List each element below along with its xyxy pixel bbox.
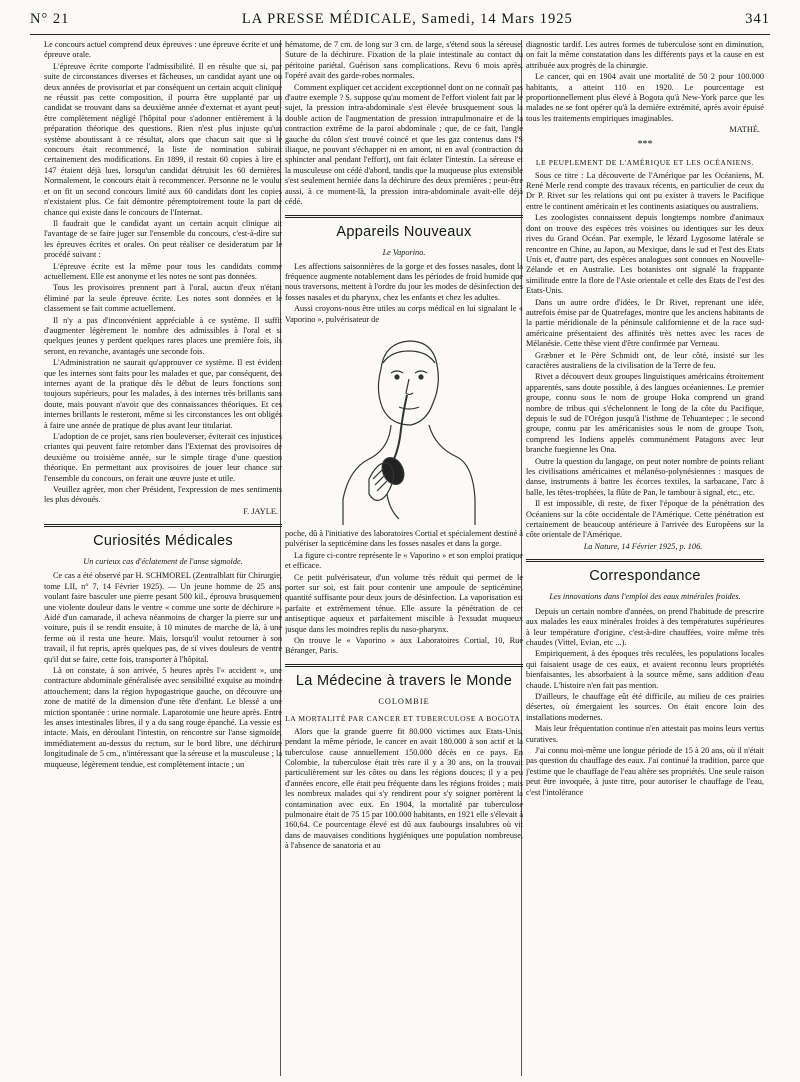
section-title: Curiosités Médicales <box>93 533 233 550</box>
column-2 <box>285 40 523 1076</box>
section-title: La Médecine à travers le Monde <box>295 672 513 689</box>
paragraph: L'épreuve écrite comporte l'admissibilité. Il en résulte que si, par suite de circonstances diverses et fâcheuses, un candidat ayant une ou deux années de provisoriat et par conséquent un certain acquit clinique ne réussit pas cette composition, il pourra être supplanté par un candidat se trouvant dans sa deuxième année d'externat et ayant peut-être complètement négligé l'hôpital pour s'adonner entièrement à la préparation théorique des questions. Rien n'est plus injuste qu'un système aboutissant à ce résultat, alors que chacun sait que si le concours était recommencé, la liste de nomination subirait certainement des modifications. En 1899, il restait 60 copies à lire et 147 étaient déjà lues, lorsqu'un candidat détruisit les 60 dernières. Normalement, le concours était à recommencer. Personne ne le voulut et on fit un second concours limité aux 60 candidats dont les copies n'existaient plus. Ce fait démontre péremptoirement toute la part de chance qui existe dans le concours de l'Internat. <box>44 61 282 217</box>
section-divider <box>285 664 523 667</box>
paragraph: poche, dû à l'initiative des laboratoires Cortial et spécialement destiné à pulvériser la septicémine dans les fosses nasales et dans la gorge. <box>285 528 523 549</box>
signature: MATHÉ. <box>729 125 760 135</box>
paragraph: Mais leur fréquentation continue n'en attestait pas moins leurs vertus curatives. <box>526 724 764 744</box>
paragraph: Alors que la grande guerre fit 80.000 victimes aux Etats-Unis, pendant la même période, le cancer en avait 180.000 à son actif et la tuberculose cause annuellement 150.000 décès en ce pays. En Colombie, la tuberculose était très rare il y a 30 ans, on la trouvait particulièrement sur les côtes ou dans les régions douces; il y a peu d'années encore, elle était peu fréquente dans les régions froides ; mais les nombreux malades qui s'y rendirent pour s'y soigner portèrent la contamination avec eux. En 1904, la mortalité par tuberculose pulmonaire était de 75 15 par 100.000 habitants, en 1921 elle s'élevait à 160,64. Ce pourcentage élevé est dû aux faubourgs insalubres où vit dans de mauvaises conditions hygiéniques une population nombreuse, à l'absence de sanatoria et au <box>285 726 523 851</box>
issue-number: N° 21 <box>30 10 70 27</box>
paragraph: Là on constate, à son arrivée, 5 heures après l'« accident », une contracture abdominale généralisée avec sensibilité exquise au moindre attouchement; dans la région hypogastrique gauche, on découvre une zone de matité de la dimension d'une tête d'enfant. Le blessé a une miction spontanée : urine normale. Laparotomie une heure après. Entre les anses intestinales libres, il y a du sang rouge épanché. La vessie est intacte. Mais, en déroulant l'intestin, on rencontre sur l'anse sigmoïde, immédiatement au-dessus du rectum, sur le bord libre, une déchirure longitudinale de 5 cm., n'intéressant que la séreuse et la musculeuse ; la muqueuse, légèrement tendue, est complètement intacte ; un <box>44 665 282 769</box>
journal-title: LA PRESSE MÉDICALE, Samedi, 14 Mars 1925 <box>241 10 573 27</box>
paragraph: Veuillez agréer, mon cher Président, l'expression de mes sentiments les plus dévoués. <box>44 485 282 505</box>
paragraph: Depuis un certain nombre d'années, on prend l'habitude de prescrire aux malades les eaux minérales froides à des températures supérieures à leur température d'origine, c'est-à-dire chauffées, voire même très chaudes (Vittel, Evian, etc ...). <box>526 606 764 647</box>
paragraph: Aussi croyons-nous être utiles au corps médical en lui signalant le « Vaporino », pulvérisateur de <box>285 304 523 324</box>
page-number: 341 <box>745 10 770 27</box>
header-rule <box>30 34 770 35</box>
paragraph: J'ai connu moi-même une longue période de 15 à 20 ans, où il n'était pas question du chauffage des eaux. J'ai continué la tradition, parce que j'estime que le chauffage de l'eau altère ses propriétés. Une seule raison peut être invoquée, à juste titre, pour autoriser le chauffage de l'eau, c'est l'intolérance <box>526 745 764 797</box>
section-title: Appareils Nouveaux <box>336 223 472 240</box>
page-header <box>30 4 770 34</box>
paragraph: Il faudrait que le candidat ayant un certain acquit clinique ait l'avantage de se faire juger sur l'ensemble du concours, c'est-à-dire sur les épreuves écrites et orales. On peut réaliser ce desideratum par le procédé suivant : <box>44 218 282 260</box>
paragraph: Empiriquement, à des époques très reculées, les populations locales qui faisaient usage de ces eaux, et avaient reconnu leurs propriétés bienfaisantes, les absorbaient à la source même, sans addition d'eau chaude. L'histoire n'en fait pas mention. <box>526 649 764 690</box>
section-title: Correspondance <box>589 568 701 585</box>
paragraph: hématome, de 7 cm. de long sur 3 cm. de large, s'étend sous la séreuse. Suture de la déchirure. Fixation de la plaie intestinale au contact du péritoine pariétal. Guérison sans complications. Revu 6 mois après, l'opéré avait des garde-robes normales. <box>285 40 523 81</box>
paragraph: L'Administration ne saurait qu'approuver ce système. Il est évident que les internes sont faits pour les malades et que, par conséquent, des internes ayant de la pratique dès le début de leurs fonctions sont toujours supérieurs, pour les malades, à des internes très brillants sans doute, mais pouvant n'avoir que des connaissances théoriques. Et ces internes brillants le resteront, même si les circonstances les ont obligés à faire une année de pratique de plus avant leur titulariat. <box>44 358 282 430</box>
paragraph: Il est impossible, di reste, de fixer l'époque de la pénétration des Océaniens sur la côte occidentale de l'Amérique. Cette pénétration est certainement de beaucoup antérieure à l'arrivée des Européens sur la côte orientale de l'Amérique. <box>526 499 764 540</box>
paragraph: Tous les provisoires prennent part à l'oral, aucun d'eux n'étant éliminé par la seule épreuve écrite. Les notes sont données et le classement se fait comme actuellement. <box>44 283 282 314</box>
paragraph: Sous ce titre : La découverte de l'Amérique par les Océaniens, M. René Merle rend compte des travaux récents, en particulier de ceux du Dr P. Rivet sur les relations qui ont pu exister à travers le Pacifique entre le continent américain et les continents asiatiques ou australiens. <box>526 170 764 211</box>
column-1 <box>44 40 282 1076</box>
source-citation: La Nature, 14 Février 1925, p. 106. <box>583 541 703 551</box>
paragraph: diagnostic tardif. Les autres formes de tuberculose sont en diminution, on fait la même constatation dans les différents pays et la cause en est attribuée aux progrès de la chirurgie. <box>526 40 764 70</box>
column-3 <box>526 40 764 1076</box>
paragraph: L'épreuve écrite est la même pour tous les candidats comme actuellement. Elle est anonyme et les notes ne sont pas données. <box>44 261 282 281</box>
paragraph: Le cancer, qui en 1904 avait une mortalité de 50 2 pour 100.000 habitants, a atteint 110 en 1920. Le pourcentage est proportionnellement plus élevé à Bogota qu'à New-York parce que les malades ne se font opérer qu'à la dernière extrémité, après avoir épuisé tous les traitements empiriques imaginables. <box>526 72 764 123</box>
signature: F. JAYLE. <box>243 506 278 516</box>
article-title: Le Vaporino. <box>382 247 426 257</box>
section-divider <box>526 559 764 562</box>
paragraph: Les affections saisonnières de la gorge et des fosses nasales, dont la fréquence augmente notablement dans les périodes de froid humide que nous traversons, mettent à l'ordre du jour les modes de désinfection des fosses nasales et du pharynx, chez les enfants et chez les adultes. <box>285 261 523 302</box>
paragraph: D'ailleurs, le chauffage eût été difficile, au milieu de ces prairies désertes, où émergaient les sources. On était encore loin des installations modernes. <box>526 691 764 722</box>
country-heading: COLOMBIE <box>378 696 430 706</box>
paragraph: On trouve le « Vaporino » aux Laboratoires Cortial, 10, Rue Béranger, Paris. <box>285 636 523 656</box>
paragraph: Le concours actuel comprend deux épreuves : une épreuve écrite et une épreuve orale. <box>44 40 282 60</box>
article-title: LE PEUPLEMENT DE L'AMÉRIQUE ET LES OCÉANIENS. <box>535 157 755 167</box>
paragraph: Les zoologistes connaissent depuis longtemps nombre d'animaux dont on trouve des espèces très voisines ou identiques sur les deux rives du Grand Océan. Par exemple, le lézard Lygosome latérale se rencontre en Chine, au Japon, au Mexique, dans le sud et l'est des Etats Unis et, d'autre part, des espèces analogues sont connues en Nouvelle-Zélande et en Australie. Les botanistes ont signalé la frappante similitude entre la flore de l'Asie orientale et celle des Etats de l'est des Etats-Unis. <box>526 213 764 296</box>
paragraph: Comment expliquer cet accident exceptionnel dont on ne connaît pas d'autre exemple ? S. suppose qu'au moment de l'effort violent fait par le sujet, la pression intra-abdominale s'est élevée brusquement sous la double action de l'augmentation de pression intrapulmonaire et de la contraction extrême de la paroi abdominale ; que, de ce fait, l'angle gauche du côlon s'est trouvé coincé et que les gaz contenus dans l'S iliaque, ne pouvant s'échapper ni en amont, ni en aval (contraction du sphincter anal pendant l'effort), ont fait éclater l'intestin. La séreuse et la musculeuse ont cédé d'abord, tandis que la muqueuse plus extensible s'est seulement herniée dans la déchirure des deux premières ; peut-être aussi, à ce moment-là, la pression intra-abdominale avait-elle déjà cédé. <box>285 82 523 207</box>
paragraph: L'adoption de ce projet, sans rien bouleverser, éviterait ces injustices criantes qui peuvent faire retomber dans l'Externat des provisoires de deuxième ou troisième année, sur le simple tirage d'une question théorique. En permettant aux provisoires de jouer leur chance sur l'ensemble du concours, on ferait une œuvre juste et utile. <box>44 432 282 483</box>
paragraph: Ce petit pulvérisateur, d'un volume très réduit qui permet de le porter sur soi, est fait pour contenir une ampoule de septicémine, quantité suffisante pour deux jours de désinfection. La vaporisation est parfaite et extrêmement ténue. Elle assure la pénétration de cet antiseptique aqueux et parfaitement miscible à l'exsudat muqueux jusque dans les moindres replis du naso-pharynx. <box>285 572 523 634</box>
article-subtitle: Un curieux cas d'éclatement de l'anse sigmoïde. <box>83 557 243 567</box>
paragraph: Ce cas a été observé par H. SCHMOREL (Zentralblatt für Chirurgie, tome LII, n° 7, 14 Février 1925). — Un jeune homme de 25 ans, voulant faire basculer une pierre pesant 500 kil., éprouva brusquement une violente douleur dans le ventre « comme une sorte de déchirure ». Aidé d'un camarade, il acheva néanmoins de charger la pierre sur une voiture, puis il se rendit ensuite, à 10 minutes de marche de là, à une ferme où il resta une heure. Mais, lorsqu'il voulut retourner à son travail, il fut repris, après quelques pas, de si vives douleurs de ventre qu'il dut se faire, cette fois, transporter à l'hôpital. <box>44 571 282 664</box>
article-subtitle: Les innovations dans l'emploi des eaux minérales froides. <box>549 592 741 602</box>
article-title: LA MORTALITÉ PAR CANCER ET TUBERCULOSE A BOGOTA. <box>285 713 523 723</box>
paragraph: Rivet a découvert deux groupes linguistiques américains étroitement apparentés, sans doute possible, à des langues océaniennes. Le premier groupe, connu sous le nom de groupe Hoka comprend un grand nombre de tribus qui s'échelonnent le long de la côte du Pacifique, depuis le sud de l'Orégon jusqu'à l'isthme de Tehuantepec ; le second groupe, connu par les américanistes sous le nom de groupe Tson, comprend les Indiens appelés communément Patagons avec leur branche fuegienne les Ona. <box>526 372 764 455</box>
paragraph: Outre la question du langage, on peut noter nombre de points reliant les civilisations américaines et mélanéso-polynésiennes : masques de danse, instruments à battre les écorces textiles, la sarbacane, l'arc à balle, les têtes-trophées, la flûte de Pan, le tambour à signal, etc., etc. <box>526 456 764 497</box>
paragraph: Dans un autre ordre d'idées, le Dr Rivet, reprenant une idée, autrefois émise par de Quatrefages, montre que les anciens habitants de la partie méridionale de la péninsule californienne et de la race sud-américaine présentaient des affinités très nettes avec les races de Mélanésie. Cette thèse vient d'être confirmée par Verneau. <box>526 297 764 349</box>
vaporino-illustration <box>329 329 479 525</box>
paragraph: Græbner et le Père Schmidt ont, de leur côté, insisté sur les caractères australiens de la civilisation de la Terre de feu. <box>526 350 764 370</box>
paragraph: La figure ci-contre représente le « Vaporino » et son emploi pratique et efficace. <box>285 550 523 571</box>
paragraph: Il n'y a pas d'inconvénient appréciable à ce système. Il suffit d'augmenter légèrement le nombre des admissibles à l'oral et si quelques jeunes y perdent quelques rares places une première fois, ils seront, en revanche, avantagés une seconde fois. <box>44 315 282 356</box>
section-divider <box>285 215 523 218</box>
separator-stars: *** <box>637 138 653 150</box>
section-divider <box>44 524 282 527</box>
